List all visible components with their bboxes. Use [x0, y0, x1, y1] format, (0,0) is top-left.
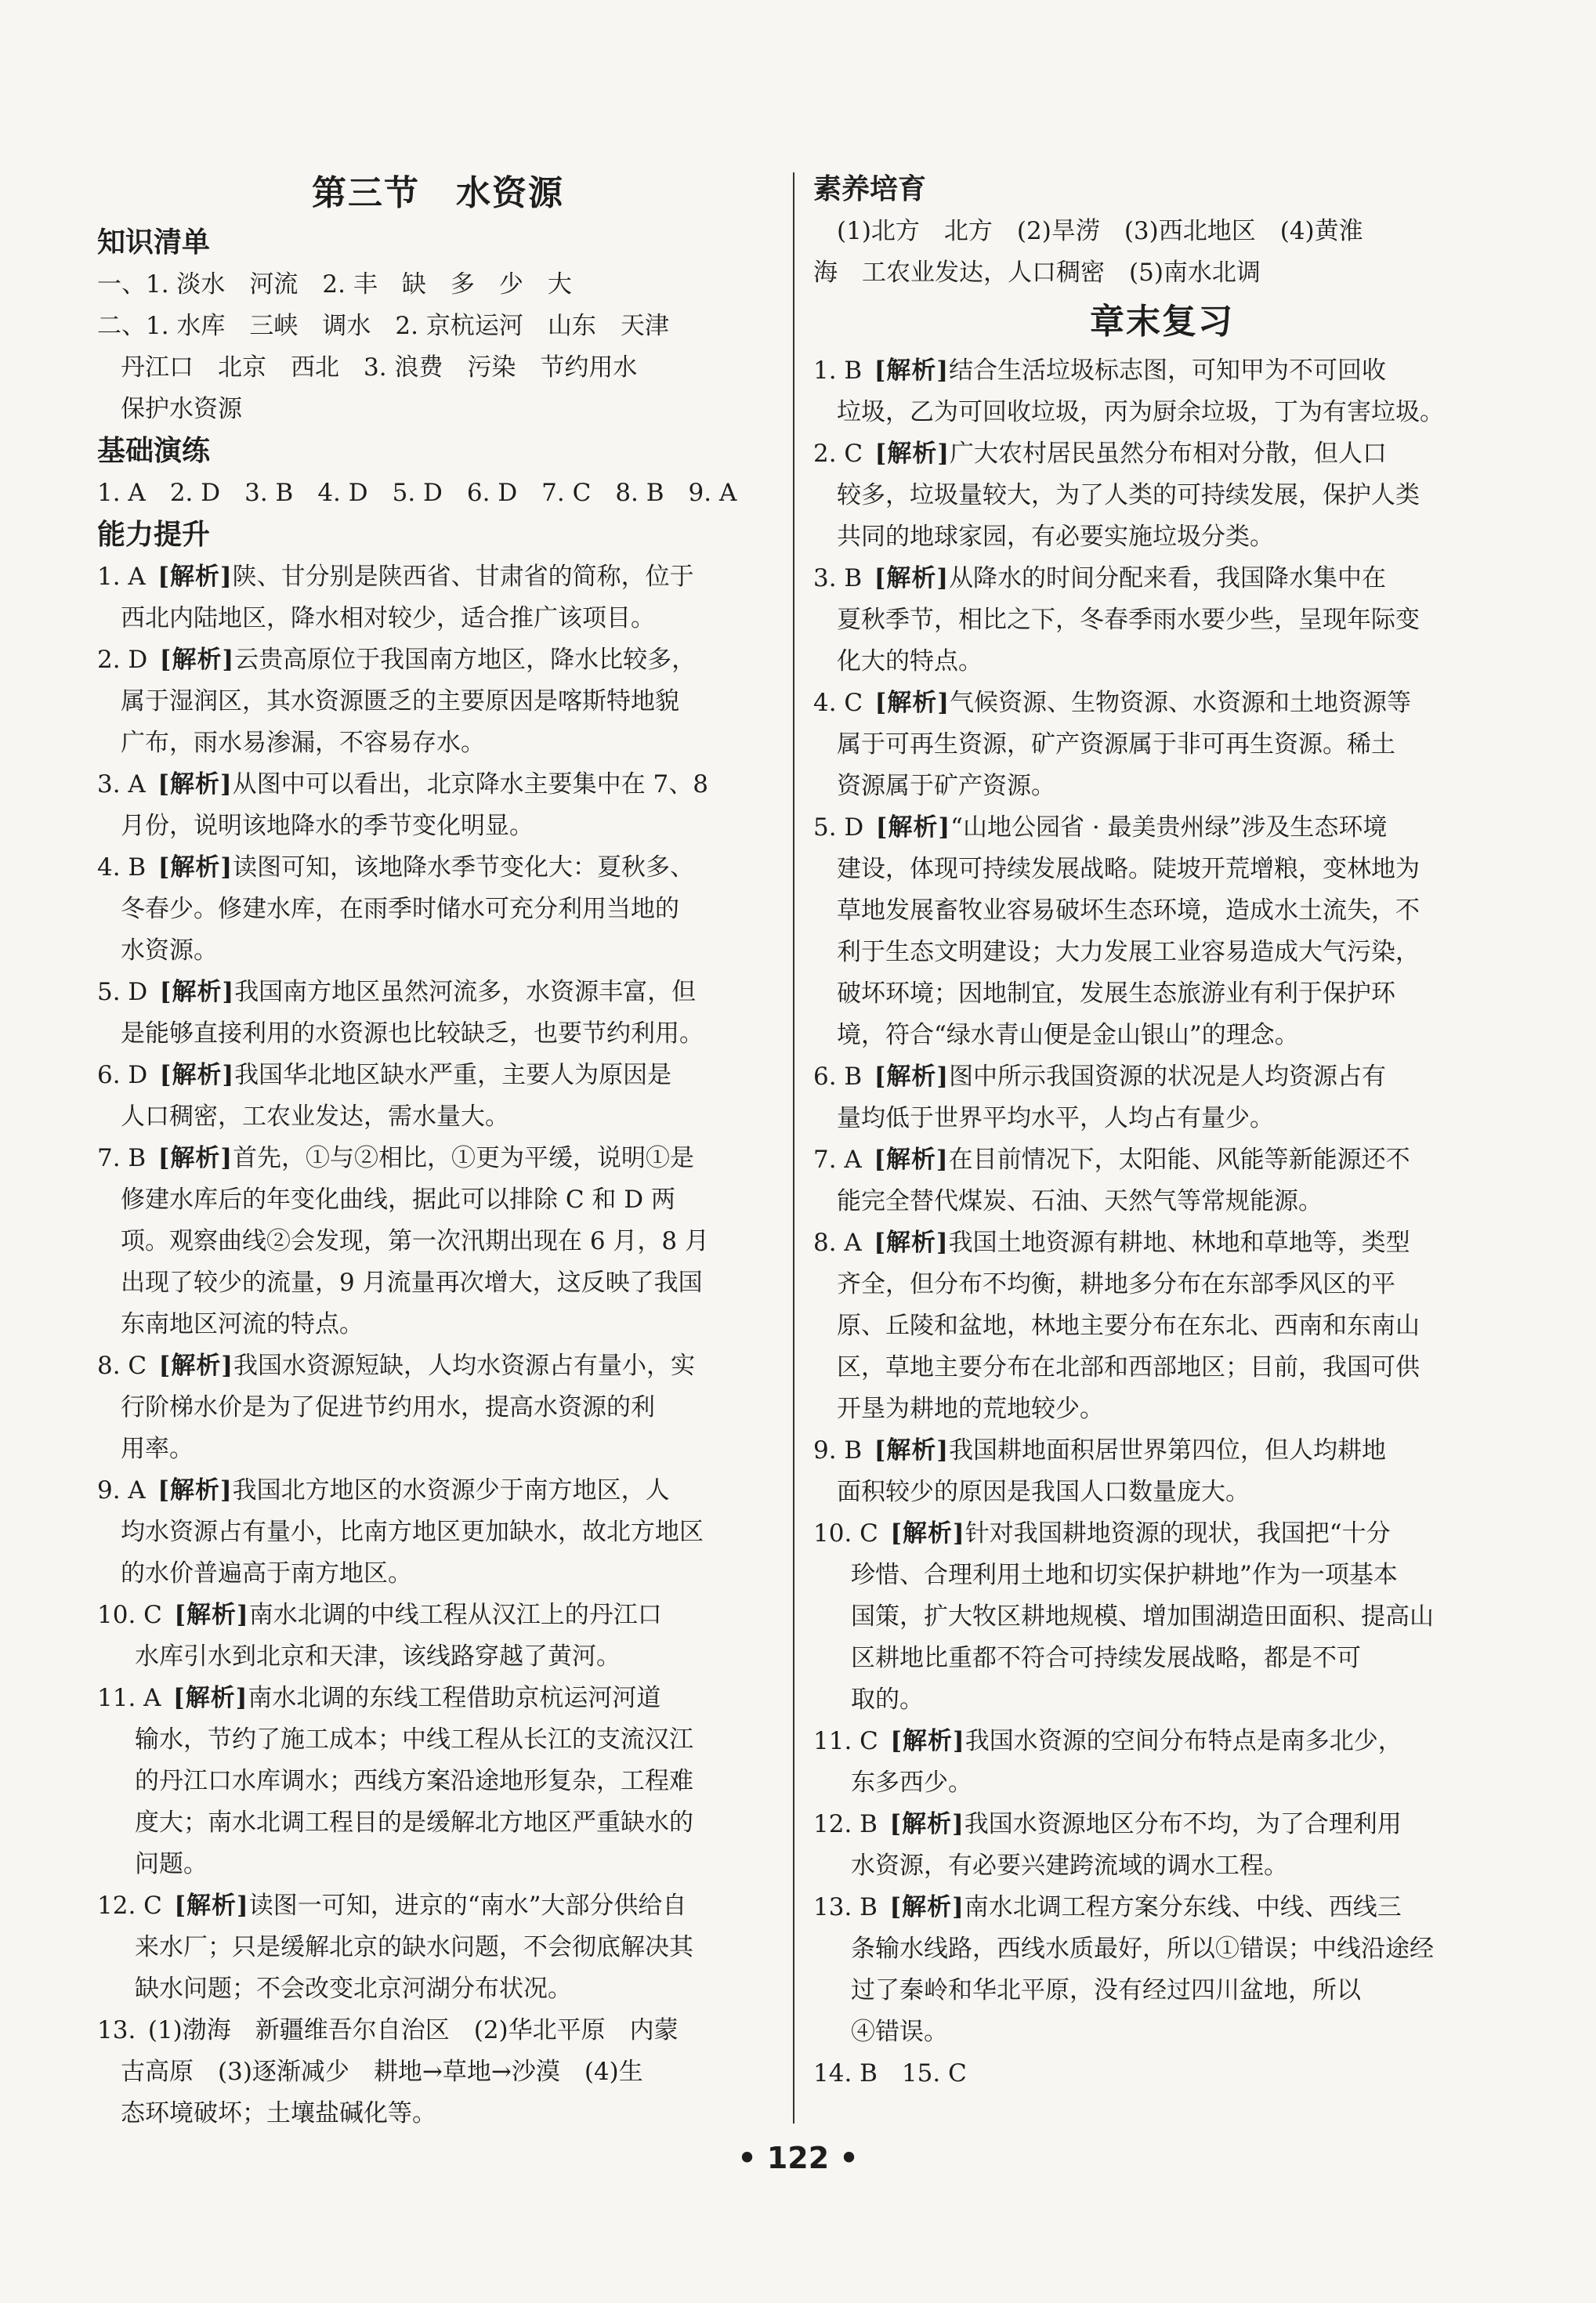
answer-continuation: 用率。 — [121, 1435, 194, 1463]
answer-first-line — [97, 2010, 779, 2051]
page-number: • 122 • — [737, 2141, 859, 2175]
section-heading: 基础演练 — [97, 435, 211, 467]
answer-text: 我国北方地区的水资源少于南方地区，人 — [232, 1476, 670, 1505]
answer-line: 丹江口 北京 西北 3. 浪费 污染 节约用水 — [121, 353, 638, 382]
answer-first-line — [813, 683, 1511, 724]
answer-item — [97, 1885, 779, 2010]
answer-continuation: 条输水线路，西线水质最好，所以①错误；中线沿途经 — [851, 1935, 1434, 1963]
answer-continuation: 化大的特点。 — [837, 647, 983, 675]
answer-text: 针对我国耕地资源的现状，我国把“十分 — [964, 1519, 1391, 1548]
answer-continuation: 水资源，有必要兴建跨流域的调水工程。 — [851, 1852, 1288, 1880]
answer-first-line — [813, 807, 1511, 849]
answer-text: 读图可知，该地降水季节变化大：夏秋多、 — [233, 853, 695, 882]
question-number: 3. B — [813, 564, 863, 592]
analysis-tag: [解析] — [174, 1601, 249, 1629]
answer-first-line — [813, 1139, 1511, 1181]
answer-first-line — [813, 2053, 1511, 2095]
answer-item — [97, 1345, 779, 1470]
answer-item — [813, 807, 1511, 1056]
answer-continuation: 齐全，但分布不均衡，耕地多分布在东部季风区的平 — [837, 1270, 1395, 1298]
answer-line: 二、1. 水库 三峡 调水 2. 京杭运河 山东 天津 — [97, 312, 669, 340]
answer-continuation: 草地发展畜牧业容易破坏生态环境，造成水土流失，不 — [837, 896, 1420, 925]
answer-continuation: 项。观察曲线②会发现，第一次汛期出现在 6 月，8 月 — [121, 1227, 710, 1255]
answer-continuation: 属于湿润区，其水资源匮乏的主要原因是喀斯特地貌 — [121, 687, 679, 715]
answer-continuation: 冬春少。修建水库，在雨季时储水可充分利用当地的 — [121, 895, 679, 923]
answer-first-line — [97, 556, 779, 598]
answer-text: “山地公园省 · 最美贵州绿”涉及生态环境 — [950, 813, 1388, 842]
answer-item — [813, 1721, 1511, 1804]
answer-continuation: 古高原 (3)逐渐减少 耕地→草地→沙漠 (4)生 — [121, 2058, 643, 2086]
question-number: 14. B 15. C — [813, 2059, 967, 2088]
question-number: 6. D — [97, 1061, 148, 1089]
question-number: 12. B — [813, 1810, 878, 1838]
answer-continuation: 是能够直接利用的水资源也比较缺乏，也要节约利用。 — [121, 1019, 704, 1048]
answer-continuation: 的水价普遍高于南方地区。 — [121, 1559, 412, 1588]
answer-item — [97, 1138, 779, 1345]
question-number: 10. C — [813, 1519, 878, 1548]
question-number: 3. A — [97, 770, 146, 798]
analysis-tag: [解析] — [889, 1893, 964, 1921]
answer-text: 南水北调的东线工程借助京杭运河河道 — [248, 1684, 661, 1712]
question-number: 5. D — [813, 813, 864, 842]
answer-text: 首先，①与②相比，①更为平缓，说明①是 — [233, 1144, 695, 1172]
analysis-tag: [解析] — [159, 1061, 235, 1089]
answer-text: 图中所示我国资源的状况是人均资源占有 — [949, 1063, 1387, 1091]
answer-first-line — [813, 350, 1511, 392]
answer-continuation: 取的。 — [851, 1686, 924, 1714]
knowledge-sections — [97, 222, 779, 514]
analysis-tag: [解析] — [890, 1519, 965, 1548]
answer-item — [97, 1595, 779, 1678]
answer-item — [97, 972, 779, 1055]
answer-text: 陕、甘分别是陕西省、甘肃省的简称，位于 — [232, 563, 694, 591]
answer-continuation: 夏秋季节，相比之下，冬春季雨水要少些，呈现年际变 — [837, 606, 1420, 634]
answer-continuation: 面积较少的原因是我国人口数量庞大。 — [837, 1478, 1250, 1506]
answer-item — [97, 764, 779, 847]
answer-continuation: 人口稠密，工农业发达，需水量大。 — [121, 1103, 509, 1131]
answer-item — [97, 1678, 779, 1885]
answer-first-line — [813, 1430, 1511, 1472]
answer-continuation: 东南地区河流的特点。 — [121, 1310, 364, 1338]
analysis-tag: [解析] — [157, 853, 233, 882]
answer-text: 从图中可以看出，北京降水主要集中在 7、8 — [232, 770, 708, 798]
answer-first-line — [97, 764, 779, 806]
analysis-tag: [解析] — [157, 1144, 233, 1172]
answer-continuation: 修建水库后的年变化曲线，据此可以排除 C 和 D 两 — [121, 1186, 675, 1214]
answer-item — [813, 1887, 1511, 2053]
question-number: 7. A — [813, 1146, 862, 1174]
question-number: 2. D — [97, 646, 148, 674]
answer-continuation: 广布，雨水易渗漏，不容易存水。 — [121, 729, 485, 757]
question-number: 4. C — [813, 689, 863, 717]
analysis-tag: [解析] — [157, 563, 233, 591]
answer-continuation: 国策，扩大牧区耕地规模、增加围湖造田面积、提高山 — [851, 1602, 1434, 1631]
question-number: 6. B — [813, 1063, 863, 1091]
answer-continuation: 来水厂；只是缓解北京的缺水问题，不会彻底解决其 — [135, 1933, 693, 1961]
answer-continuation: 出现了较少的流量，9 月流量再次增大，这反映了我国 — [121, 1269, 703, 1297]
question-number: 8. C — [97, 1352, 147, 1380]
question-number: 9. B — [813, 1436, 863, 1465]
answer-text: 我国水资源的空间分布特点是南多北少， — [964, 1727, 1402, 1755]
answer-first-line — [97, 1470, 779, 1512]
answer-continuation: ④错误。 — [851, 2018, 948, 2046]
question-number: 5. D — [97, 978, 148, 1006]
answer-text: 在目前情况下，太阳能、风能等新能源还不 — [948, 1146, 1410, 1174]
answer-continuation: 共同的地球家园，有必要实施垃圾分类。 — [837, 523, 1274, 551]
analysis-tag: [解析] — [173, 1684, 248, 1712]
analysis-tag: [解析] — [875, 813, 951, 842]
answer-item — [813, 558, 1511, 683]
analysis-tag: [解析] — [158, 1352, 233, 1380]
answer-first-line — [813, 1513, 1511, 1555]
answer-item — [97, 639, 779, 764]
chapter-title: 章末复习 — [1090, 302, 1234, 342]
analysis-tag: [解析] — [874, 689, 950, 717]
answer-continuation: 资源属于矿产资源。 — [837, 772, 1055, 800]
answer-first-line — [97, 639, 779, 681]
question-number: 10. C — [97, 1601, 162, 1629]
answer-item — [97, 847, 779, 972]
answer-text: 我国水资源短缺，人均水资源占有量小，实 — [233, 1352, 695, 1380]
analysis-tag: [解析] — [874, 440, 950, 468]
answer-continuation: 的丹江口水库调水；西线方案沿途地形复杂，工程难 — [135, 1767, 693, 1795]
analysis-tag: [解析] — [874, 1063, 950, 1091]
answer-continuation: 月份，说明该地降水的季节变化明显。 — [121, 812, 534, 840]
analysis-tag: [解析] — [157, 1476, 233, 1505]
answer-text: 读图一可知，进京的“南水”大部分供给自 — [248, 1892, 687, 1920]
analysis-tag: [解析] — [874, 1146, 949, 1174]
answer-continuation: 东多西少。 — [851, 1769, 972, 1797]
answer-continuation: 水资源。 — [121, 936, 218, 965]
answer-continuation: 水库引水到北京和天津，该线路穿越了黄河。 — [135, 1642, 621, 1671]
answer-item — [813, 1056, 1511, 1139]
question-number: 2. C — [813, 440, 863, 468]
answer-text: 我国华北地区缺水严重，主要人为原因是 — [234, 1061, 672, 1089]
answer-continuation: 问题。 — [135, 1850, 208, 1878]
answer-continuation: 垃圾，乙为可回收垃圾，丙为厨余垃圾，丁为有害垃圾。 — [837, 398, 1444, 426]
answer-first-line — [97, 1345, 779, 1387]
question-number: 13. — [97, 2016, 136, 2044]
analysis-tag: [解析] — [874, 1436, 950, 1465]
answer-text: 气候资源、生物资源、水资源和土地资源等 — [950, 689, 1411, 717]
answer-continuation: 能完全替代煤炭、石油、天然气等常规能源。 — [837, 1187, 1323, 1215]
question-number: 7. B — [97, 1144, 147, 1172]
answer-continuation: 量均低于世界平均水平，人均占有量少。 — [837, 1104, 1274, 1132]
answer-first-line — [97, 1595, 779, 1636]
answer-text: 南水北调工程方案分东线、中线、西线三 — [964, 1893, 1402, 1921]
answer-item — [813, 1430, 1511, 1513]
answer-continuation: 利于生态文明建设；大力发展工业容易造成大气污染， — [837, 938, 1420, 966]
answer-first-line — [97, 1055, 779, 1096]
answer-line: 保护水资源 — [121, 395, 242, 423]
answer-item — [97, 1055, 779, 1138]
answer-first-line — [97, 972, 779, 1013]
answer-continuation: 属于可再生资源，矿产资源属于非可再生资源。稀土 — [837, 730, 1395, 759]
answer-text: (1)渤海 新疆维吾尔自治区 (2)华北平原 内蒙 — [147, 2016, 679, 2044]
question-number: 1. B — [813, 357, 863, 385]
suyang-line: (1)北方 北方 (2)旱涝 (3)西北地区 (4)黄淮 — [837, 217, 1363, 245]
answer-item — [813, 433, 1511, 558]
answer-first-line — [97, 1138, 779, 1179]
ability-answer-list — [97, 556, 779, 2135]
question-number: 11. C — [813, 1727, 878, 1755]
answer-first-line — [813, 1721, 1511, 1762]
answer-first-line — [813, 1056, 1511, 1098]
answer-item — [97, 2010, 779, 2135]
answer-text: 广大农村居民虽然分布相对分散，但人口 — [950, 440, 1387, 468]
answer-text: 我国土地资源有耕地、林地和草地等，类型 — [948, 1229, 1410, 1257]
question-number: 1. A — [97, 563, 146, 591]
answer-line: 一、1. 淡水 河流 2. 丰 缺 多 少 大 — [97, 270, 572, 299]
left-column — [97, 168, 779, 2135]
analysis-tag: [解析] — [874, 564, 950, 592]
answer-item — [813, 350, 1511, 433]
answer-continuation: 西北内陆地区，降水相对较少，适合推广该项目。 — [121, 604, 655, 632]
suyang-line: 海 工农业发达，人口稠密 (5)南水北调 — [813, 259, 1261, 287]
analysis-tag: [解析] — [159, 646, 235, 674]
suyang-heading: 素养培育 — [813, 173, 927, 205]
question-number: 9. A — [97, 1476, 146, 1505]
answer-continuation: 境，符合“绿水青山便是金山银山”的理念。 — [837, 1021, 1299, 1049]
answer-line: 1. A 2. D 3. B 4. D 5. D 6. D 7. C 8. B 9. A — [97, 479, 737, 507]
question-number: 4. B — [97, 853, 147, 882]
answer-text: 从降水的时间分配来看，我国降水集中在 — [949, 564, 1387, 592]
question-number: 8. A — [813, 1229, 862, 1257]
answer-item — [813, 1804, 1511, 1887]
answer-continuation: 建设，体现可持续发展战略。陡坡开荒增粮，变林地为 — [837, 855, 1420, 883]
answer-continuation: 区，草地主要分布在北部和西部地区；目前，我国可供 — [837, 1353, 1420, 1381]
answer-item — [813, 2053, 1511, 2095]
analysis-tag: [解析] — [159, 978, 235, 1006]
answer-continuation: 珍惜、合理利用土地和切实保护耕地”作为一项基本 — [851, 1561, 1398, 1589]
answer-first-line — [97, 847, 779, 889]
answer-text: 南水北调的中线工程从汉江上的丹江口 — [248, 1601, 662, 1629]
answer-continuation: 度大；南水北调工程目的是缓解北方地区严重缺水的 — [135, 1809, 693, 1837]
question-number: 13. B — [813, 1893, 878, 1921]
analysis-tag: [解析] — [874, 1229, 949, 1257]
answer-item — [97, 1470, 779, 1595]
answer-continuation: 缺水问题；不会改变北京河湖分布状况。 — [135, 1975, 572, 2003]
answer-item — [813, 1513, 1511, 1721]
answer-first-line — [813, 1887, 1511, 1928]
answer-text: 我国耕地面积居世界第四位，但人均耕地 — [949, 1436, 1387, 1465]
answer-first-line — [813, 1804, 1511, 1845]
answer-first-line — [97, 1678, 779, 1719]
analysis-tag: [解析] — [157, 770, 233, 798]
answer-continuation: 原、丘陵和盆地，林地主要分布在东北、西南和东南山 — [837, 1312, 1420, 1340]
analysis-tag: [解析] — [890, 1727, 965, 1755]
answer-first-line — [813, 433, 1511, 475]
answer-item — [813, 1222, 1511, 1430]
answer-first-line — [97, 1885, 779, 1927]
answer-text: 我国水资源地区分布不均，为了合理利用 — [964, 1810, 1402, 1838]
question-number: 12. C — [97, 1892, 162, 1920]
column-divider — [793, 172, 794, 2124]
answer-continuation: 均水资源占有量小，比南方地区更加缺水，故北方地区 — [121, 1518, 704, 1546]
answer-continuation: 破坏环境；因地制宜，发展生态旅游业有利于保护环 — [837, 979, 1395, 1008]
ability-heading: 能力提升 — [97, 519, 211, 551]
answer-item — [813, 1139, 1511, 1222]
answer-continuation: 行阶梯水价是为了促进节约用水，提高水资源的利 — [121, 1393, 655, 1421]
right-column — [813, 168, 1511, 2095]
answer-continuation: 区耕地比重都不符合可持续发展战略，都是不可 — [851, 1644, 1361, 1672]
answer-item — [813, 683, 1511, 807]
review-answer-list — [813, 350, 1511, 2095]
analysis-tag: [解析] — [889, 1810, 964, 1838]
answer-text: 结合生活垃圾标志图，可知甲为不可回收 — [949, 357, 1387, 385]
answer-text: 云贵高原位于我国南方地区，降水比较多， — [234, 646, 697, 674]
answer-continuation: 开垦为耕地的荒地较少。 — [837, 1395, 1104, 1423]
answer-first-line — [813, 558, 1511, 599]
analysis-tag: [解析] — [174, 1892, 249, 1920]
section-title: 第三节 水资源 — [312, 173, 564, 213]
answer-item — [97, 556, 779, 639]
answer-continuation: 过了秦岭和华北平原，没有经过四川盆地，所以 — [851, 1976, 1361, 2004]
analysis-tag: [解析] — [874, 357, 950, 385]
answer-continuation: 态环境破坏；土壤盐碱化等。 — [121, 2099, 436, 2127]
answer-continuation: 较多，垃圾量较大，为了人类的可持续发展，保护人类 — [837, 481, 1420, 509]
answer-continuation: 输水，节约了施工成本；中线工程从长江的支流汉江 — [135, 1725, 693, 1754]
section-heading: 知识清单 — [97, 226, 211, 259]
answer-first-line — [813, 1222, 1511, 1264]
answer-text: 我国南方地区虽然河流多，水资源丰富，但 — [234, 978, 697, 1006]
question-number: 11. A — [97, 1684, 161, 1712]
